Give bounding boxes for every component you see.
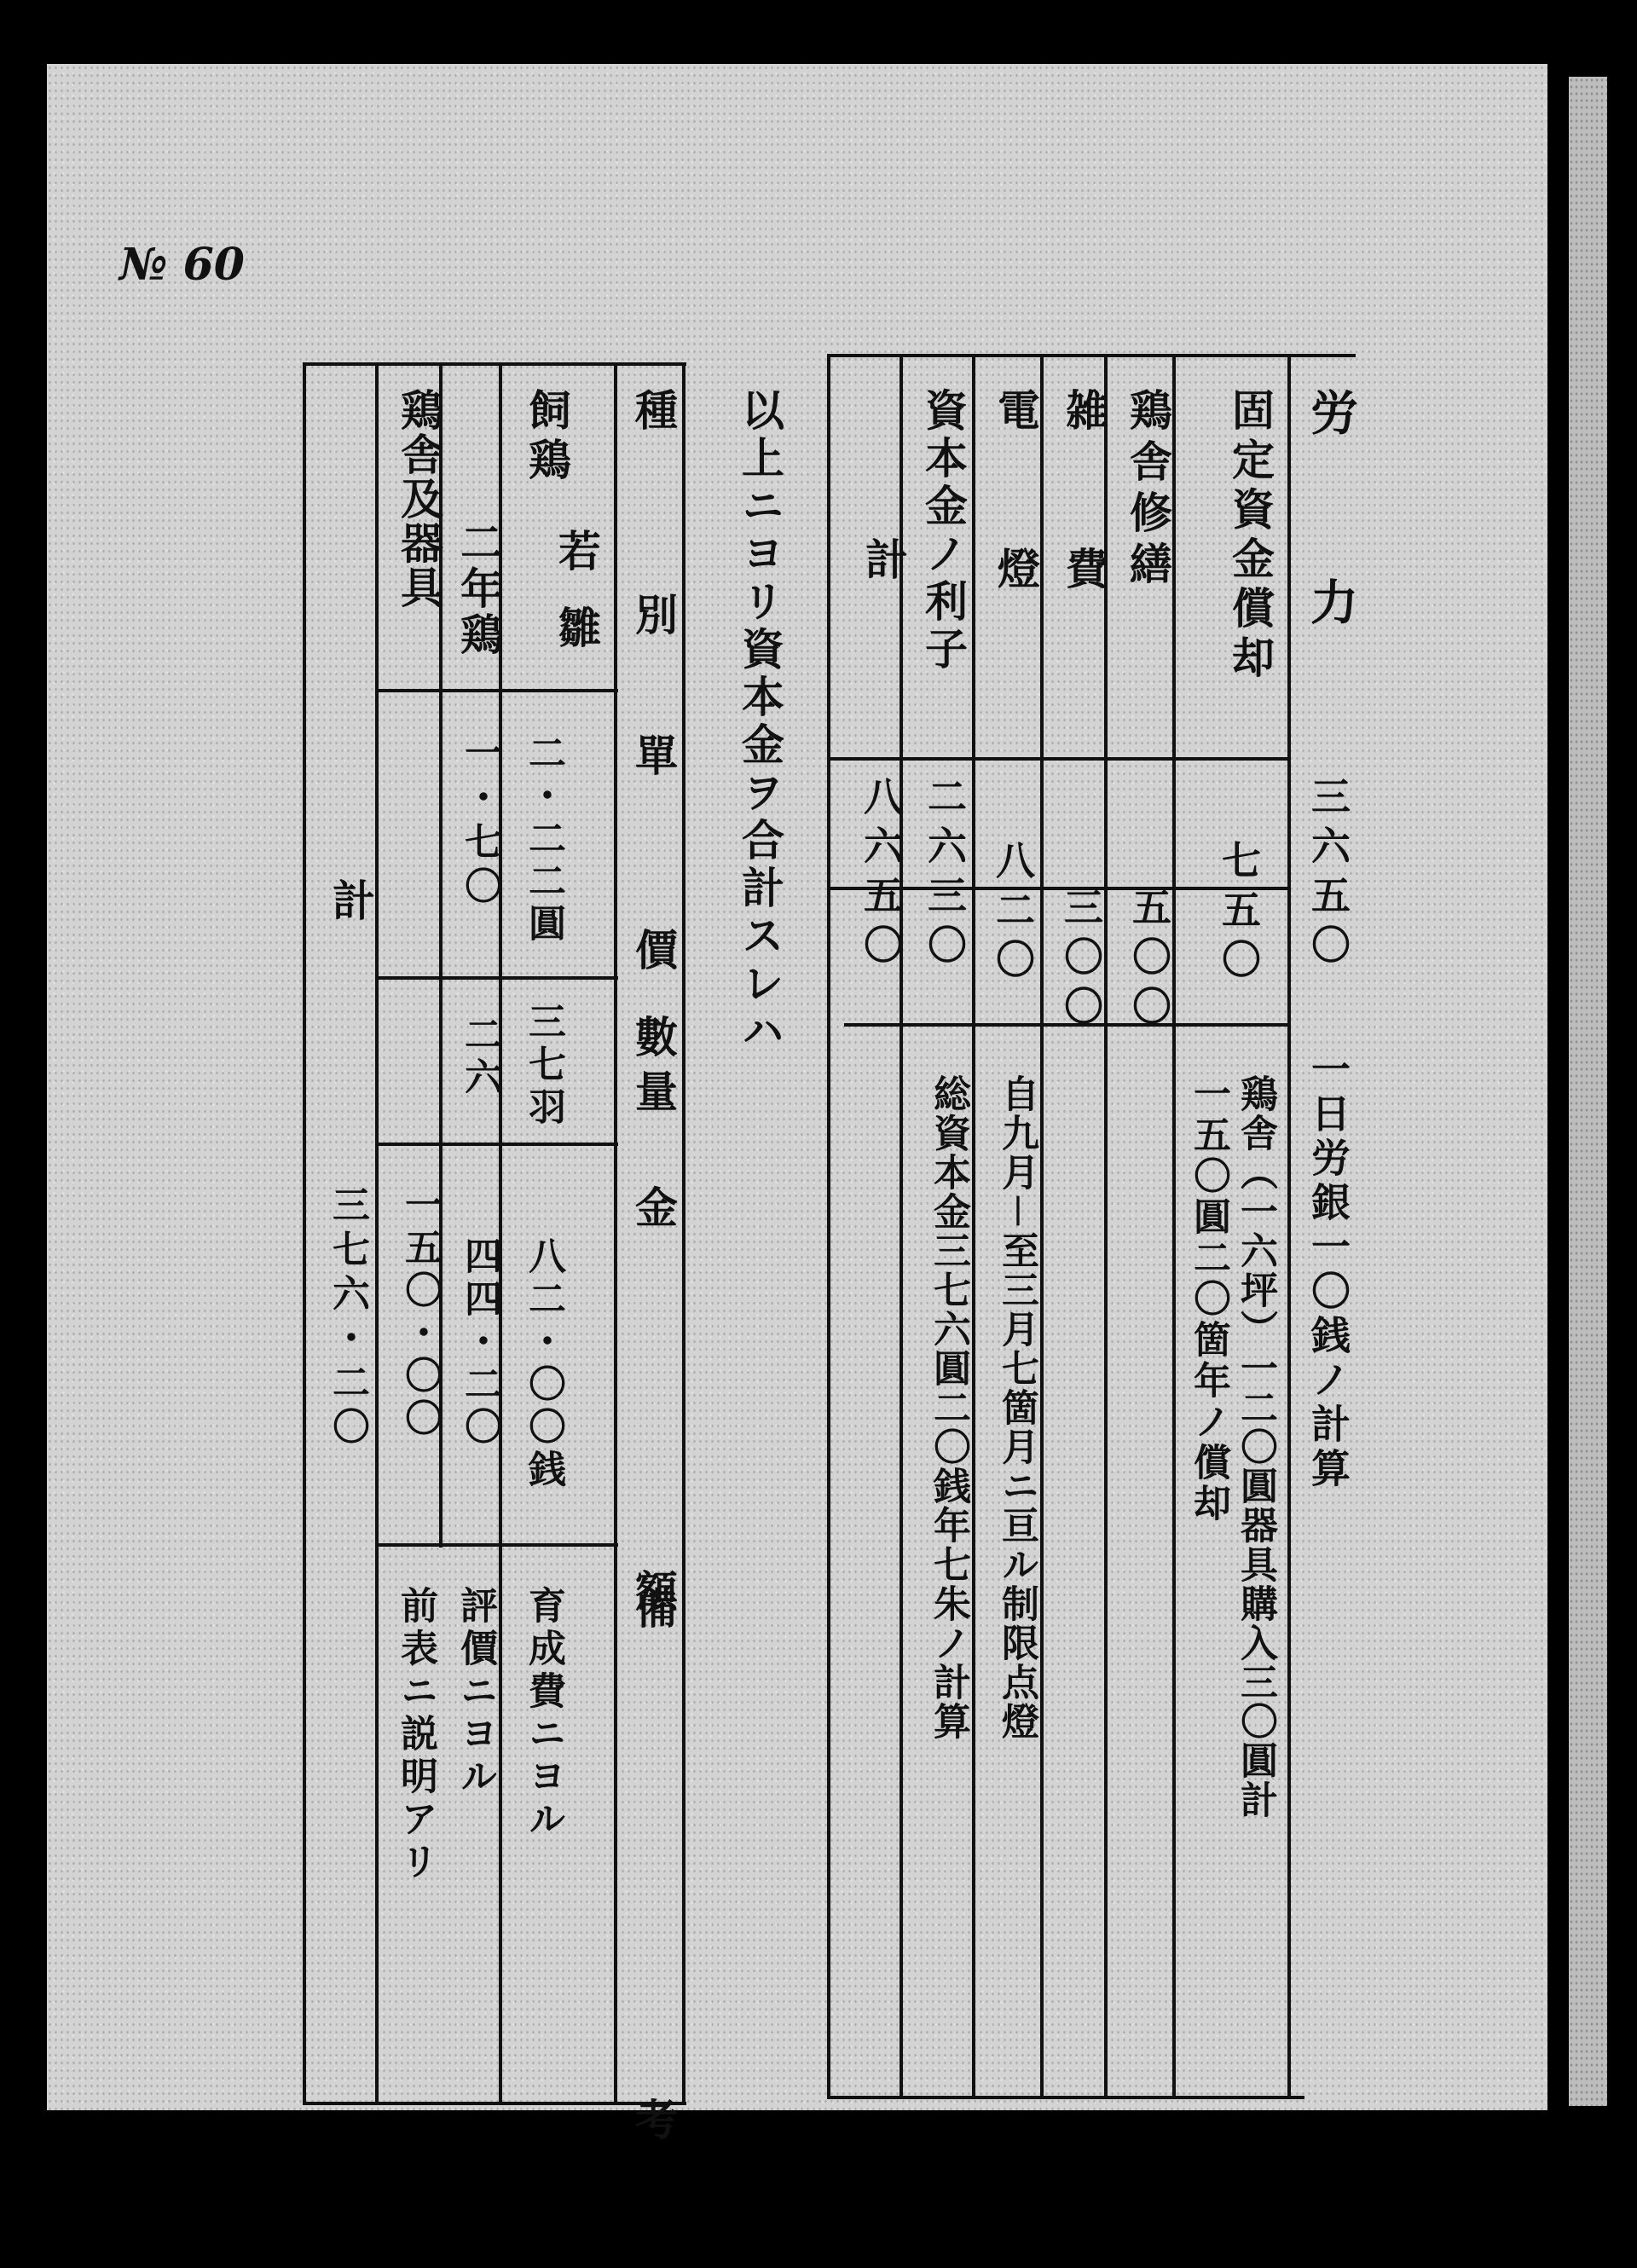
amount-total: 八六五〇 <box>858 776 904 974</box>
left-table-top-rule <box>303 362 686 366</box>
left-table-price-rule <box>375 976 618 980</box>
left-total-amount: 三七六・二〇 <box>326 1185 369 1451</box>
header-price: 單 價 <box>628 733 678 992</box>
row2-remark: 評價ニヨル <box>454 1586 497 1799</box>
right-table-col-rule <box>1172 354 1176 2097</box>
row2-amount: 四四・二〇 <box>458 1236 501 1449</box>
left-table-qty-rule <box>375 1143 618 1146</box>
amount-interest: 二六三〇 <box>922 776 968 974</box>
row1-amount: 八二・〇〇銭 <box>522 1236 565 1492</box>
item-labor: 労 力 <box>1303 388 1358 640</box>
row2-price: 一・七〇 <box>458 733 501 911</box>
header-qty: 數量 <box>628 1015 678 1124</box>
row3-amount: 一五〇・〇〇 <box>398 1185 442 1441</box>
remark-depreciation-2: 一五〇圓二〇箇年ノ償却 <box>1187 1074 1230 1525</box>
row3-kind: 鶏舎及器具 <box>394 388 443 610</box>
left-table-header-rule <box>375 689 618 692</box>
right-table-top-rule <box>827 354 1356 357</box>
adjacent-page-edge <box>1569 77 1607 2106</box>
row2-qty: 二六 <box>458 1015 501 1100</box>
header-amount: 金 額 <box>628 1185 678 1697</box>
right-table-right-rule <box>1287 354 1291 2097</box>
row1-kind: 雛 <box>552 605 601 648</box>
amount-misc: 三〇〇 <box>1058 887 1104 1035</box>
row1-price: 二・二二圓 <box>522 733 565 946</box>
left-table-col-rule <box>614 362 617 2102</box>
left-table-amount-rule <box>375 1543 618 1547</box>
left-table-left-rule <box>303 362 306 2102</box>
remark-electric: 自九月－至三月七箇月ニ亘ル制限点燈 <box>995 1074 1038 1741</box>
left-table-col-rule <box>375 362 379 2102</box>
remark-depreciation: 鶏舎（一六坪）一二〇圓器具購入三〇圓計 <box>1234 1074 1277 1820</box>
right-table-col-rule <box>899 354 903 2097</box>
row1-remark: 育成費ニヨル <box>522 1586 565 1842</box>
item-total: 計 <box>859 537 908 580</box>
amount-electric: 八二〇 <box>990 840 1036 988</box>
amount-repair: 五〇〇 <box>1126 887 1172 1035</box>
item-repair: 鶏舎修繕 <box>1123 388 1172 593</box>
remark-interest: 総資本金三七六圓二〇銭年七朱ノ計算 <box>927 1074 970 1741</box>
item-interest: 資本金ノ利子 <box>918 388 968 674</box>
header-remark: 備 考 <box>628 1586 678 2268</box>
amount-depreciation: 七五〇 <box>1216 840 1262 988</box>
summary-sentence: 以上ニヨリ資本金ヲ合計スレハ <box>735 388 784 1056</box>
row3-remark: 前表ニ説明アリ <box>394 1586 437 1884</box>
remark-labor: 一日労銀一〇銭ノ計算 <box>1305 1049 1351 1492</box>
right-table-bottom-rule <box>827 2096 1304 2099</box>
row1-kind-sub: 若 <box>552 529 601 571</box>
amount-labor: 三六五〇 <box>1305 776 1351 974</box>
right-table-header-rule <box>827 757 1287 761</box>
item-electric: 電 燈 <box>991 388 1040 599</box>
row1-kind-top: 飼鶏 <box>522 388 571 487</box>
row1-qty: 三七羽 <box>522 1002 565 1130</box>
right-table-left-rule <box>827 354 830 2097</box>
row2-kind: 二年鶏 <box>454 520 503 658</box>
header-kind: 種 別 <box>628 388 678 661</box>
item-misc: 雑 費 <box>1059 388 1108 599</box>
left-total-label: 計 <box>326 878 375 921</box>
item-depreciation: 固定資金償却 <box>1225 388 1275 685</box>
page-number: № 60 <box>119 239 245 291</box>
right-table-col-rule <box>1104 354 1108 2097</box>
